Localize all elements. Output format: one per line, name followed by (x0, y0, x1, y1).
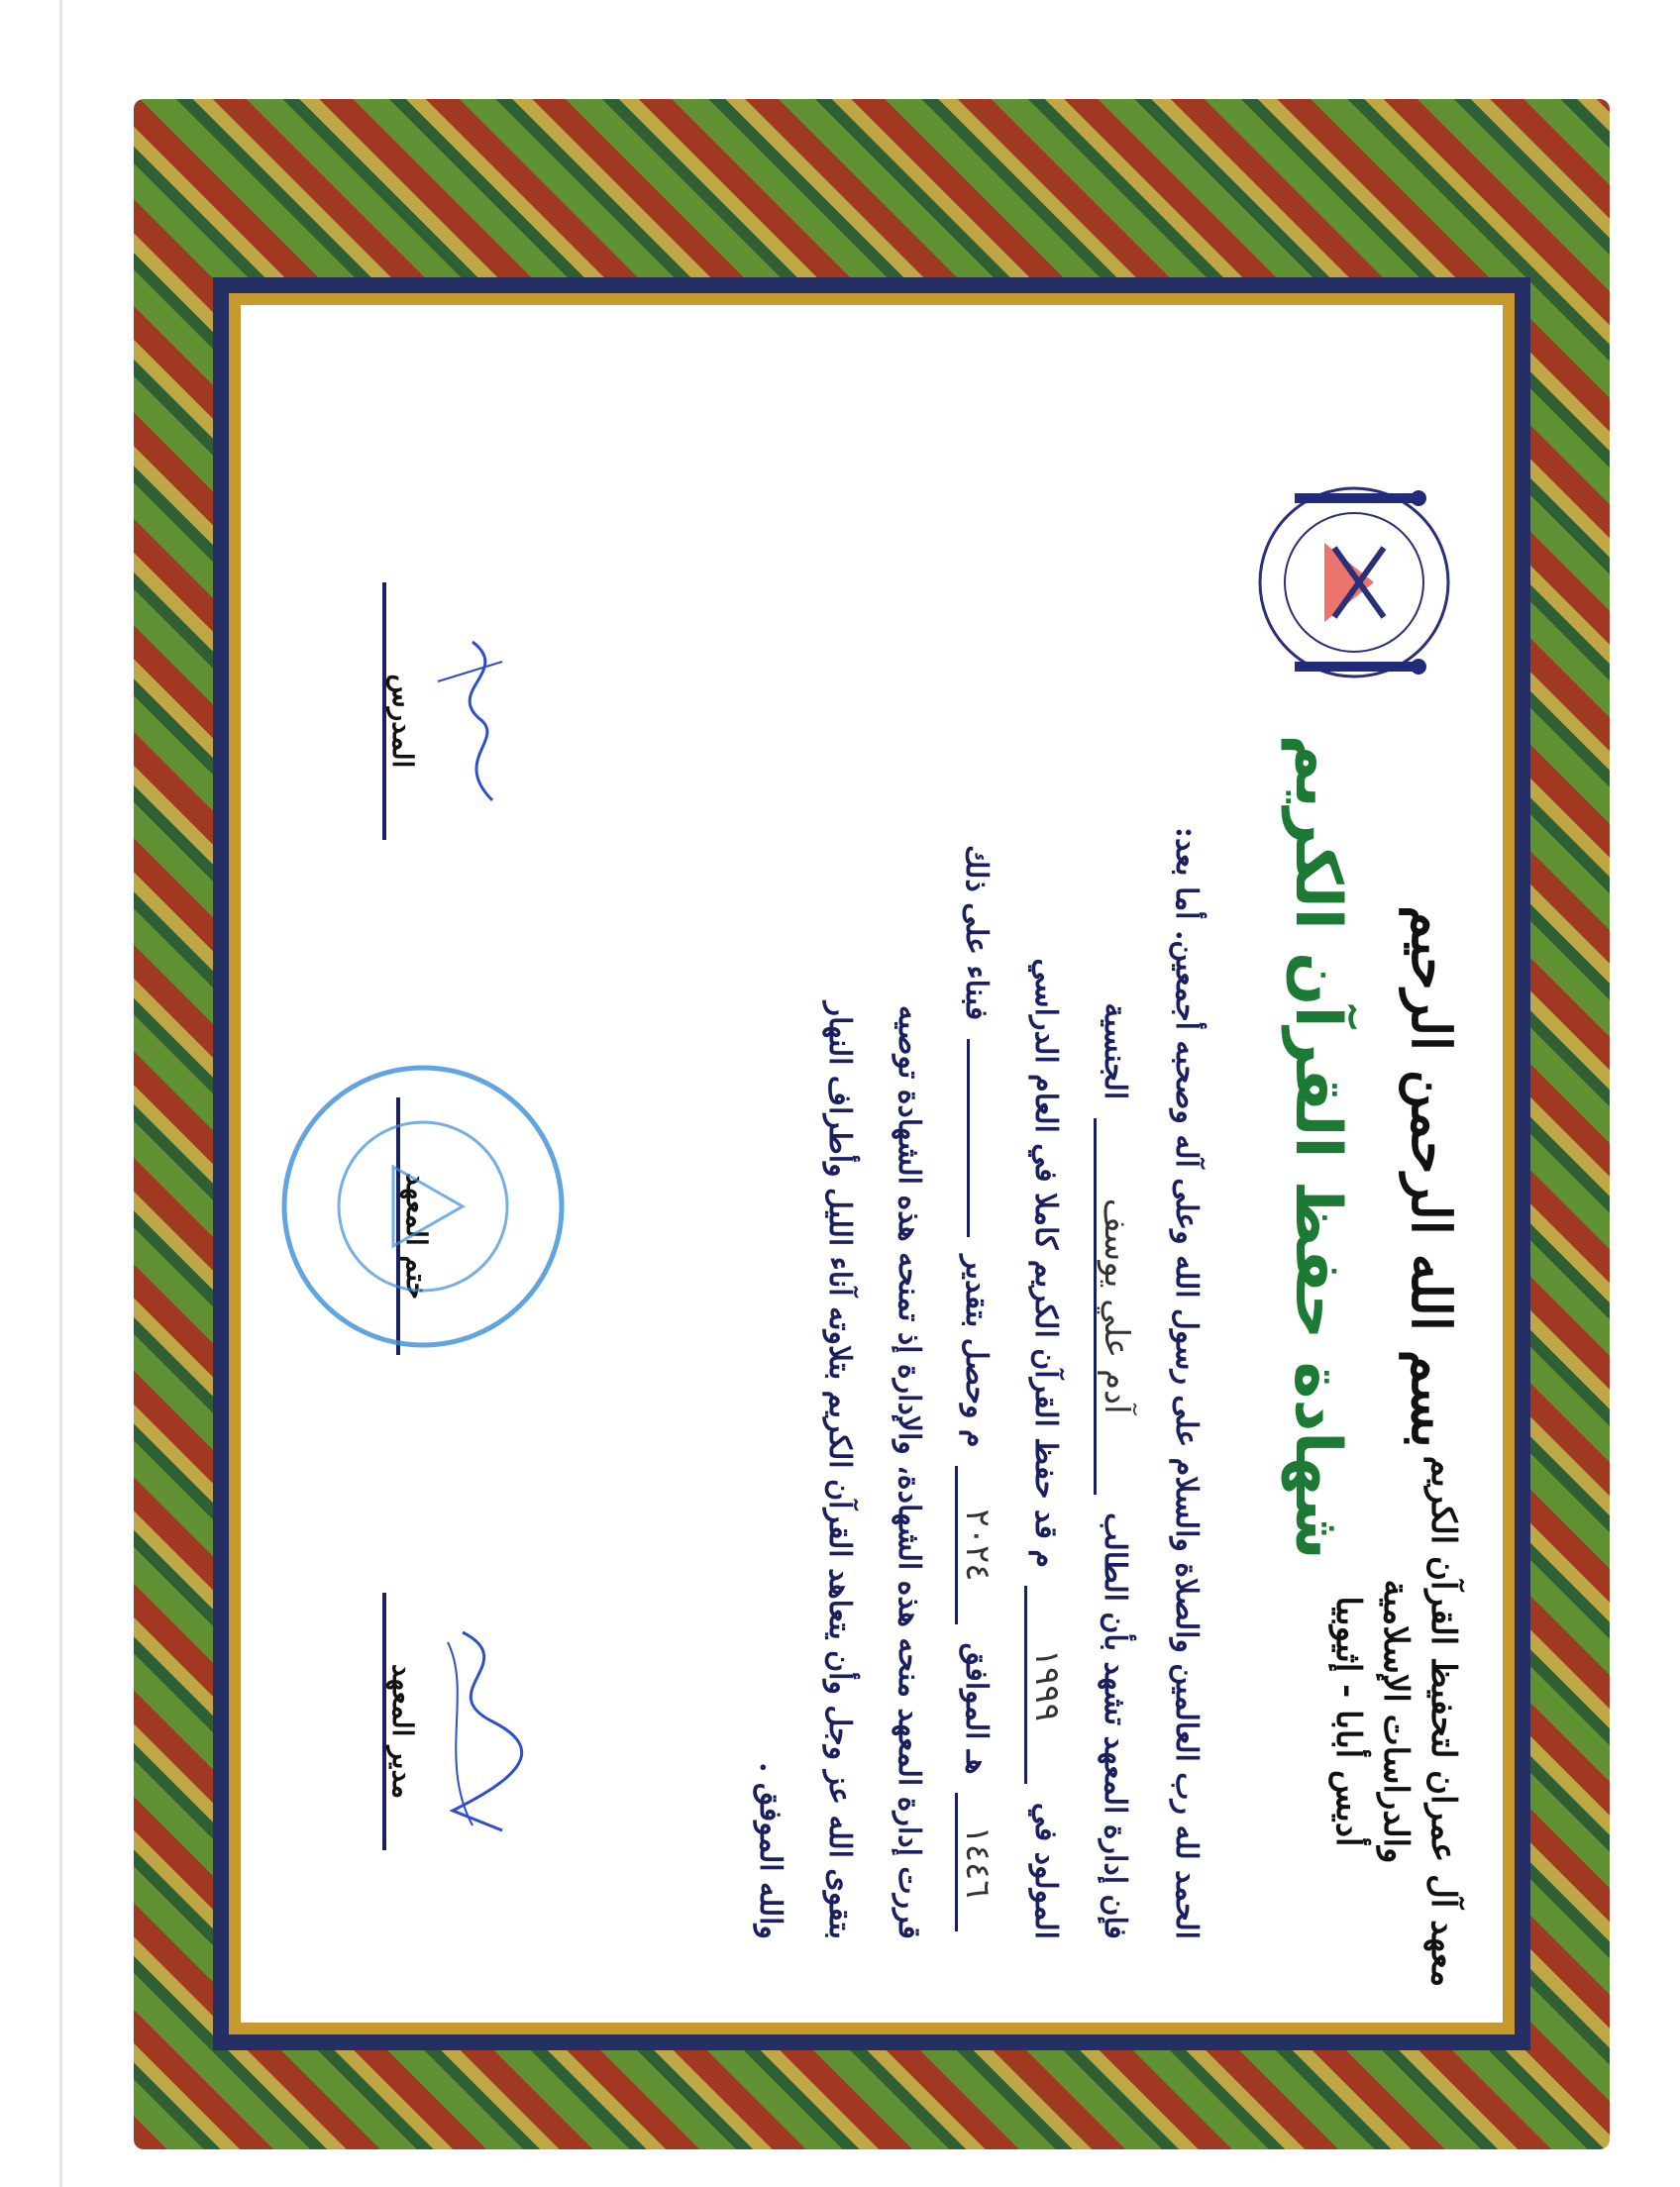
body-line-3 (1024, 394, 1067, 1939)
body-line-5: قررت إدارة المعهد منحه هذه الشهادة، والإدارة إذ تمنحه هذه الشهادة توصيه (892, 1004, 926, 1939)
director-signature (423, 1613, 532, 1850)
certificate-title: شهادة حفظ القرآن الكريم (1281, 734, 1354, 1560)
body-line-4 (955, 394, 998, 1939)
body-line-4-tail: فبناء على ذلك (959, 844, 994, 1021)
body-line-2-end: الجنسية (1098, 1002, 1132, 1100)
body-line-2 (1094, 394, 1136, 1939)
closing-line: والله الموفق . (753, 1762, 788, 1939)
director-signature-block (382, 1593, 532, 1850)
body-line-6: بتقوى الله عز وجل وأن يتعاهد القرآن الكريم بتلاوته آناء الليل وأطراف النهار (822, 1001, 857, 1939)
scan-edge (59, 0, 62, 2187)
institute-location: أديس أبابا - إثيوبيا (1328, 1596, 1368, 1847)
grade-field (967, 1039, 970, 1237)
institute-subtitle: والدراسات الإسلامية (1376, 1579, 1416, 1864)
hijri-year-field: ١٤٤٦ (955, 1793, 998, 1931)
gregorian-year-field: ٢٠٢٤ (955, 1466, 998, 1624)
body-line-1: الحمد لله رب العالمين والصلاة والسلام على رسول الله وعلى آله وصحبه أجمعين. أما بعد: (1169, 826, 1204, 1939)
teacher-signature (423, 602, 532, 840)
teacher-signature-block (382, 582, 532, 840)
body-line-4-end: م وحصل بتقدير (959, 1255, 994, 1448)
basmala: بسم الله الرحمن الرحيم (1400, 905, 1463, 1448)
institute-logo (1225, 454, 1473, 711)
institute-name: معهد آل عمران لتحفيظ القرآن الكريم (1423, 1455, 1463, 1988)
student-name-field: آدم علي يوسف (1094, 1118, 1136, 1495)
body-line-3-start: المولود في (1028, 1802, 1063, 1939)
body-line-2-start: فإن إدارة المعهد تشهد بأن الطالب (1098, 1512, 1132, 1939)
body-line-4-mid: هـ الموافق (959, 1642, 994, 1775)
seal-label: ختم المعهد (400, 1173, 433, 1300)
teacher-label: المدرس (386, 674, 419, 769)
director-label: مدير المعهد (386, 1663, 419, 1800)
body-line-3-end: م قد حفظ القرآن الكريم كاملا في العام الدراسي (1028, 958, 1063, 1568)
birth-year-field: ١٩٩٩ (1024, 1586, 1067, 1784)
institute-stamp (274, 1058, 572, 1355)
certificate-content (241, 305, 1503, 2023)
